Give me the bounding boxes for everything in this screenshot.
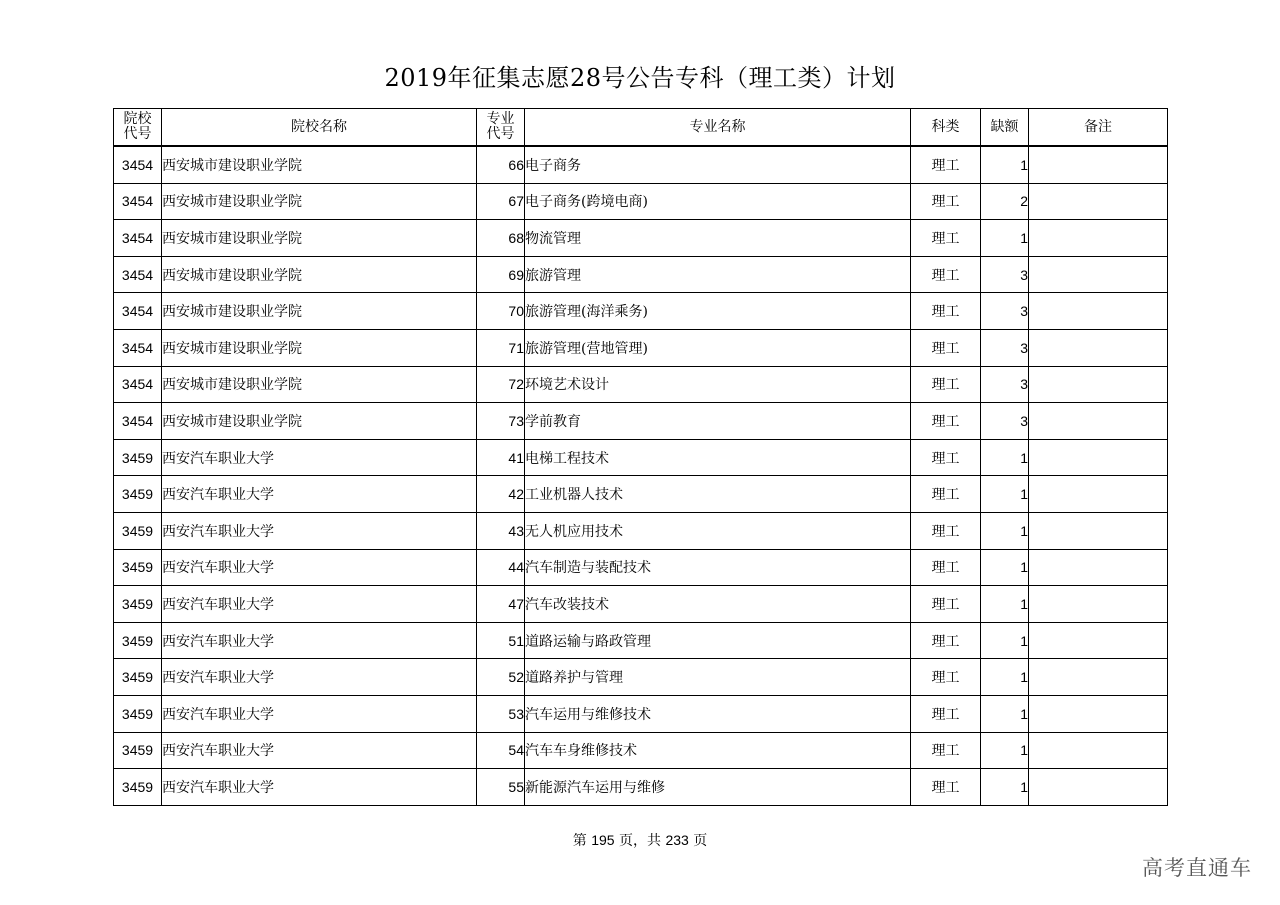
category-cell: 理工 xyxy=(911,695,981,732)
school-code-cell: 3454 xyxy=(114,293,162,330)
footer-suffix: 页 xyxy=(693,833,708,849)
major-name-cell: 无人机应用技术 xyxy=(525,512,911,549)
category-cell: 理工 xyxy=(911,769,981,806)
category-cell: 理工 xyxy=(911,732,981,769)
remarks-cell xyxy=(1029,293,1168,330)
major-name-cell: 电梯工程技术 xyxy=(525,439,911,476)
table-row xyxy=(114,293,1168,330)
category-cell: 理工 xyxy=(911,403,981,440)
footer-prefix: 第 xyxy=(572,833,587,849)
table-row xyxy=(114,732,1168,769)
school-code-cell: 3459 xyxy=(114,549,162,586)
quota-cell: 1 xyxy=(981,769,1029,806)
major-name-cell: 学前教育 xyxy=(525,403,911,440)
remarks-cell xyxy=(1029,659,1168,696)
school-code-cell: 3454 xyxy=(114,183,162,220)
school-code-cell: 3454 xyxy=(114,146,162,183)
quota-cell: 1 xyxy=(981,732,1029,769)
quota-cell: 1 xyxy=(981,695,1029,732)
major-code-cell: 67 xyxy=(477,183,525,220)
quota-cell: 1 xyxy=(981,220,1029,257)
major-code-cell: 69 xyxy=(477,256,525,293)
quota-cell: 1 xyxy=(981,146,1029,183)
remarks-cell xyxy=(1029,549,1168,586)
school-name-cell: 西安汽车职业大学 xyxy=(162,695,477,732)
major-name-cell: 新能源汽车运用与维修 xyxy=(525,769,911,806)
major-code-cell: 52 xyxy=(477,659,525,696)
table-row xyxy=(114,769,1168,806)
school-name-cell: 西安汽车职业大学 xyxy=(162,659,477,696)
school-code-cell: 3459 xyxy=(114,732,162,769)
category-cell: 理工 xyxy=(911,512,981,549)
major-code-cell: 43 xyxy=(477,512,525,549)
major-code-cell: 66 xyxy=(477,146,525,183)
table-row xyxy=(114,549,1168,586)
school-name-cell: 西安城市建设职业学院 xyxy=(162,329,477,366)
school-code-cell: 3454 xyxy=(114,256,162,293)
header-school-code-text: 院校 代号 xyxy=(123,111,152,142)
quota-cell: 3 xyxy=(981,256,1029,293)
major-code-cell: 71 xyxy=(477,329,525,366)
school-name-cell: 西安汽车职业大学 xyxy=(162,732,477,769)
major-code-cell: 51 xyxy=(477,622,525,659)
page-number: 195 xyxy=(591,832,615,848)
quota-cell: 1 xyxy=(981,586,1029,623)
quota-cell: 1 xyxy=(981,439,1029,476)
remarks-cell xyxy=(1029,586,1168,623)
table-row xyxy=(114,329,1168,366)
table-row xyxy=(114,403,1168,440)
quota-cell: 2 xyxy=(981,183,1029,220)
remarks-cell xyxy=(1029,512,1168,549)
remarks-cell xyxy=(1029,183,1168,220)
remarks-cell xyxy=(1029,403,1168,440)
school-code-cell: 3459 xyxy=(114,659,162,696)
school-name-cell: 西安汽车职业大学 xyxy=(162,549,477,586)
school-code-cell: 3459 xyxy=(114,622,162,659)
total-pages: 233 xyxy=(665,832,689,848)
major-code-cell: 54 xyxy=(477,732,525,769)
category-cell: 理工 xyxy=(911,183,981,220)
major-code-cell: 70 xyxy=(477,293,525,330)
remarks-cell xyxy=(1029,769,1168,806)
category-cell: 理工 xyxy=(911,220,981,257)
school-code-cell: 3459 xyxy=(114,586,162,623)
remarks-cell xyxy=(1029,366,1168,403)
remarks-cell xyxy=(1029,146,1168,183)
table-row xyxy=(114,659,1168,696)
school-name-cell: 西安汽车职业大学 xyxy=(162,476,477,513)
school-name-cell: 西安汽车职业大学 xyxy=(162,512,477,549)
table-row xyxy=(114,586,1168,623)
page-footer xyxy=(0,830,1280,850)
category-cell: 理工 xyxy=(911,549,981,586)
category-cell: 理工 xyxy=(911,366,981,403)
major-code-cell: 55 xyxy=(477,769,525,806)
major-code-cell: 42 xyxy=(477,476,525,513)
header-quota: 缺额 xyxy=(981,109,1029,147)
table-row xyxy=(114,366,1168,403)
school-name-cell: 西安城市建设职业学院 xyxy=(162,256,477,293)
table-row xyxy=(114,146,1168,183)
quota-cell: 3 xyxy=(981,403,1029,440)
quota-cell: 1 xyxy=(981,476,1029,513)
table-row xyxy=(114,439,1168,476)
major-name-cell: 旅游管理 xyxy=(525,256,911,293)
major-name-cell: 电子商务 xyxy=(525,146,911,183)
quota-cell: 3 xyxy=(981,366,1029,403)
category-cell: 理工 xyxy=(911,659,981,696)
remarks-cell xyxy=(1029,220,1168,257)
category-cell: 理工 xyxy=(911,293,981,330)
school-name-cell: 西安汽车职业大学 xyxy=(162,586,477,623)
quota-cell: 1 xyxy=(981,659,1029,696)
major-name-cell: 道路养护与管理 xyxy=(525,659,911,696)
header-school-code xyxy=(114,109,162,147)
table-body xyxy=(114,146,1168,805)
school-name-cell: 西安汽车职业大学 xyxy=(162,769,477,806)
table-row xyxy=(114,183,1168,220)
major-name-cell: 汽车运用与维修技术 xyxy=(525,695,911,732)
category-cell: 理工 xyxy=(911,329,981,366)
remarks-cell xyxy=(1029,476,1168,513)
table-row xyxy=(114,622,1168,659)
header-category: 科类 xyxy=(911,109,981,147)
category-cell: 理工 xyxy=(911,622,981,659)
category-cell: 理工 xyxy=(911,586,981,623)
school-code-cell: 3454 xyxy=(114,403,162,440)
major-code-cell: 73 xyxy=(477,403,525,440)
major-name-cell: 汽车车身维修技术 xyxy=(525,732,911,769)
major-name-cell: 电子商务(跨境电商) xyxy=(525,183,911,220)
school-name-cell: 西安城市建设职业学院 xyxy=(162,293,477,330)
school-name-cell: 西安汽车职业大学 xyxy=(162,622,477,659)
major-code-cell: 72 xyxy=(477,366,525,403)
major-name-cell: 汽车改装技术 xyxy=(525,586,911,623)
remarks-cell xyxy=(1029,256,1168,293)
school-name-cell: 西安城市建设职业学院 xyxy=(162,183,477,220)
quota-cell: 3 xyxy=(981,293,1029,330)
major-code-cell: 68 xyxy=(477,220,525,257)
major-code-cell: 41 xyxy=(477,439,525,476)
major-name-cell: 物流管理 xyxy=(525,220,911,257)
major-name-cell: 旅游管理(海洋乘务) xyxy=(525,293,911,330)
quota-cell: 1 xyxy=(981,512,1029,549)
table-row xyxy=(114,256,1168,293)
quota-cell: 1 xyxy=(981,622,1029,659)
school-code-cell: 3459 xyxy=(114,695,162,732)
major-name-cell: 道路运输与路政管理 xyxy=(525,622,911,659)
table-row xyxy=(114,512,1168,549)
school-name-cell: 西安城市建设职业学院 xyxy=(162,220,477,257)
major-name-cell: 旅游管理(营地管理) xyxy=(525,329,911,366)
watermark-text: 高考直通车 xyxy=(1142,856,1252,880)
header-major-code-text: 专业 代号 xyxy=(486,111,515,142)
header-school-name: 院校名称 xyxy=(162,109,477,147)
category-cell: 理工 xyxy=(911,146,981,183)
remarks-cell xyxy=(1029,622,1168,659)
school-code-cell: 3454 xyxy=(114,329,162,366)
plan-table xyxy=(113,108,1168,806)
school-code-cell: 3459 xyxy=(114,769,162,806)
category-cell: 理工 xyxy=(911,256,981,293)
remarks-cell xyxy=(1029,329,1168,366)
remarks-cell xyxy=(1029,695,1168,732)
school-name-cell: 西安汽车职业大学 xyxy=(162,439,477,476)
table-row xyxy=(114,476,1168,513)
major-code-cell: 44 xyxy=(477,549,525,586)
school-name-cell: 西安城市建设职业学院 xyxy=(162,146,477,183)
table-header-row xyxy=(114,109,1168,147)
school-code-cell: 3454 xyxy=(114,366,162,403)
school-code-cell: 3459 xyxy=(114,439,162,476)
major-name-cell: 汽车制造与装配技术 xyxy=(525,549,911,586)
header-remarks: 备注 xyxy=(1029,109,1168,147)
major-code-cell: 47 xyxy=(477,586,525,623)
school-name-cell: 西安城市建设职业学院 xyxy=(162,403,477,440)
major-code-cell: 53 xyxy=(477,695,525,732)
school-code-cell: 3459 xyxy=(114,512,162,549)
school-code-cell: 3459 xyxy=(114,476,162,513)
major-name-cell: 环境艺术设计 xyxy=(525,366,911,403)
table-row xyxy=(114,695,1168,732)
footer-middle: 页，共 xyxy=(619,833,661,849)
remarks-cell xyxy=(1029,439,1168,476)
remarks-cell xyxy=(1029,732,1168,769)
category-cell: 理工 xyxy=(911,439,981,476)
header-major-name: 专业名称 xyxy=(525,109,911,147)
major-name-cell: 工业机器人技术 xyxy=(525,476,911,513)
quota-cell: 1 xyxy=(981,549,1029,586)
quota-cell: 3 xyxy=(981,329,1029,366)
document-title: 2019年征集志愿28号公告专科（理工类）计划 xyxy=(384,64,896,92)
school-name-cell: 西安城市建设职业学院 xyxy=(162,366,477,403)
table-row xyxy=(114,220,1168,257)
header-major-code xyxy=(477,109,525,147)
category-cell: 理工 xyxy=(911,476,981,513)
school-code-cell: 3454 xyxy=(114,220,162,257)
